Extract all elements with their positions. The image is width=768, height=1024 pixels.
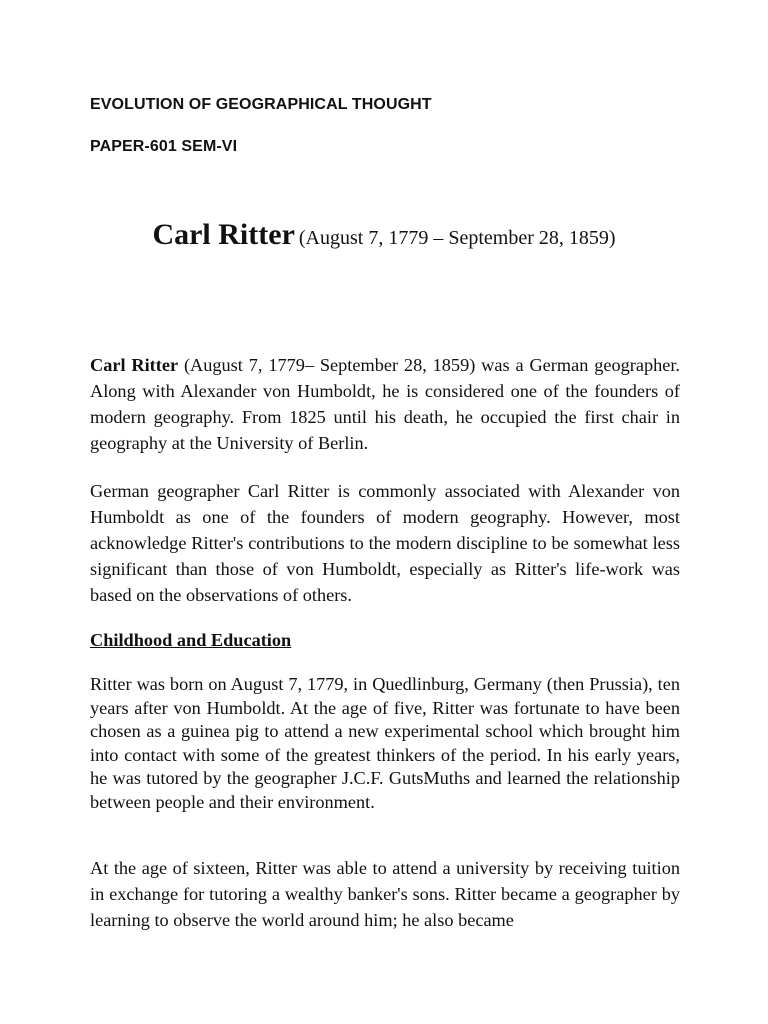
intro-paragraph-1 xyxy=(90,352,680,456)
course-title: EVOLUTION OF GEOGRAPHICAL THOUGHT xyxy=(90,96,432,113)
title-name: Carl Ritter xyxy=(152,218,295,251)
paper-code: PAPER-601 SEM-VI xyxy=(90,138,238,155)
childhood-paragraph-2: At the age of sixteen, Ritter was able to attend a university by receiving tuition in exchange for tutoring a wealthy banker's sons. Ritter became a geographer by learning to observe the world around him; he also became xyxy=(90,858,680,930)
intro-lead-name: Carl Ritter xyxy=(90,355,179,375)
childhood-paragraph-1: Ritter was born on August 7, 1779, in Quedlinburg, Germany (then Prussia), ten years after von Humboldt. At the age of five, Ritter was fortunate to have been chosen as a guinea pig to attend a new experimental school which brought him into contact with some of the greatest thinkers of the period. In his early years, he was tutored by the geographer J.C.F. GutsMuths and learned the relationship between people and their environment. xyxy=(90,674,680,812)
title-dates: (August 7, 1779 – September 28, 1859) xyxy=(298,227,616,249)
intro-paragraph-1-text: (August 7, 1779– September 28, 1859) was a German geographer. Along with Alexander von Humboldt, he is considered one of the founders of modern geography. From 1825 until his death, he occupied the first chair in geography at the University of Berlin. xyxy=(90,355,680,453)
page-title xyxy=(0,218,768,252)
intro-paragraph-2: German geographer Carl Ritter is commonly associated with Alexander von Humboldt as one of the founders of modern geography. However, most acknowledge Ritter's contributions to the modern discipline to be somewhat less significant than those of von Humboldt, especially as Ritter's life-work was based on the observations of others. xyxy=(90,481,680,605)
section-heading-childhood: Childhood and Education xyxy=(90,630,292,650)
